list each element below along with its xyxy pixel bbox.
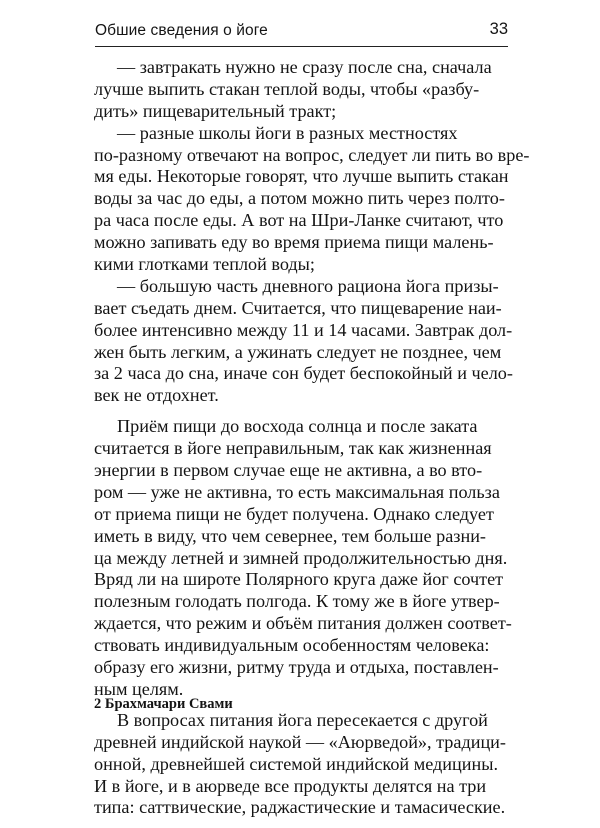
text-line: дить» пищеварительный тракт; [94,100,337,121]
text-line: типа: саттвические, раджастические и тамасические. [94,797,506,818]
text-line: ра часа после еды. А вот на Шри-Ланке считают, что [94,210,504,231]
text-line: Вряд ли на широте Полярного круга даже йог сочтет [94,569,504,590]
text-line: считается в йоге неправильным, так как жизненная [94,438,492,459]
text-line: от приема пищи не будет получена. Однако следует [94,503,494,524]
text-line: можно запивать еду во время приема пищи малень- [94,232,494,253]
text-line: век не отдохнет. [94,385,219,406]
text-line: ным целям. [94,678,184,699]
text-line: энергии в первом случае еще не активна, а во вто- [94,460,483,481]
paragraph-breakfast [94,57,514,123]
text-line: иметь в виду, что чем севернее, тем больше разни- [94,525,486,546]
paragraph-sunrise [94,416,514,701]
text-line: кими глотками теплой воды; [94,254,315,275]
text-line: ром — уже не активна, то есть максимальная польза [94,481,500,502]
text-line: ца между летней и зимней продолжительностью дня. [94,547,508,568]
page-number: 33 [489,20,508,38]
text-line: И в йоге, и в аюрведе все продукты делятся на три [94,775,487,796]
text-line: ждается, что режим и объём питания должен соответ- [94,613,512,634]
paragraph-drinking [94,122,530,276]
text-line: — большую часть дневного рациона йога призы- [117,275,499,296]
text-line: древней индийской наукой — «Аюрведой», традици- [94,731,506,752]
text-line: вает съедать днем. Считается, что пищеварение наи- [94,297,502,318]
paragraph-daily-ration [94,276,514,407]
text-line: образу его жизни, ритму труда и отдыха, поставлен- [94,657,499,678]
text-line: лучше выпить стакан теплой воды, чтобы «разбу- [94,78,480,99]
running-header [95,20,508,47]
text-line: более интенсивно между 11 и 14 часами. Завтрак дол- [94,319,513,340]
paragraph-ayurveda [94,710,514,819]
text-line: ствовать индивидуальным особенностям человека: [94,635,490,656]
text-line: по-разному отвечают на вопрос, следует ли пить во вре- [94,144,530,165]
text-line: Приём пищи до восхода солнца и после заката [117,416,478,437]
text-line: за 2 часа до сна, иначе сон будет беспокойный и чело- [94,363,513,384]
text-line: мя еды. Некоторые говорят, что лучше выпить стакан [94,166,509,187]
text-line: онной, древнейшей системой индийской медицины. [94,753,499,774]
text-line: воды за час до еды, а потом можно пить через полто- [94,188,505,209]
text-line: — завтракать нужно не сразу после сна, сначала [117,57,492,77]
footer-signature: 2 Брахмачари Свами [94,696,233,712]
text-line: — разные школы йоги в разных местностях [117,122,458,143]
header-title: Обшие сведения о йоге [95,22,268,39]
text-line: полезным голодать полгода. К тому же в йоге утвер- [94,591,500,612]
text-line: жен быть легким, а ужинать следует не позднее, чем [94,341,502,362]
text-line: В вопросах питания йога пересекается с другой [117,709,488,730]
